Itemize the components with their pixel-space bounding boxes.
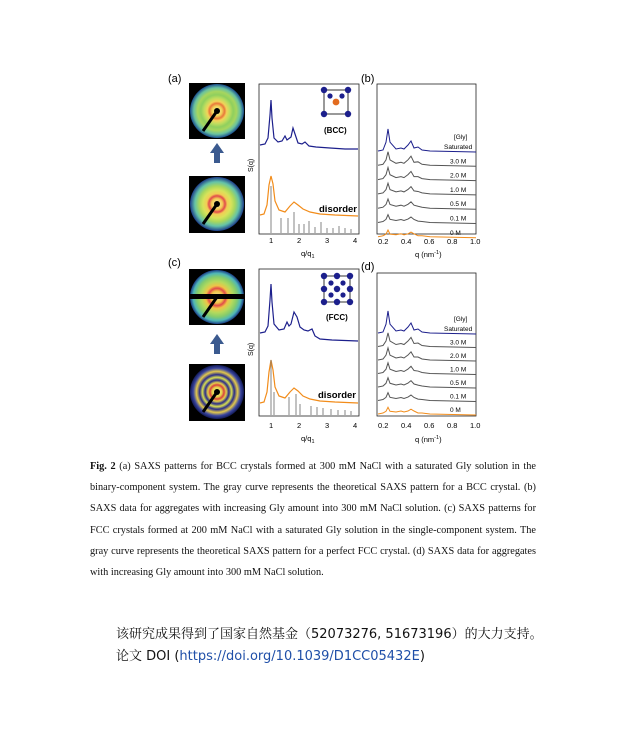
fcc-theory-sticks <box>271 360 351 415</box>
up-arrow-icon <box>210 143 224 163</box>
qq1-axis-label-top: $q/q_1$ <box>301 249 315 260</box>
disorder-label-bottom: disorder <box>318 390 357 401</box>
bcc-curve <box>260 100 358 149</box>
tick-label: 0.8 <box>447 237 458 246</box>
saxs-image-disorder-top <box>189 176 245 233</box>
gly-level-label: 0 M <box>450 407 461 414</box>
saxs-image-fcc <box>189 269 245 325</box>
tick-label: 0.8 <box>447 421 458 430</box>
qq1-axis-label-bottom: $q/q_1$ <box>301 434 315 445</box>
gly-header: [Gly] <box>454 134 468 141</box>
tick-label: 1 <box>269 421 274 430</box>
tick-label: 0.4 <box>401 421 412 430</box>
tick-label: 0.2 <box>378 237 389 246</box>
panel-label-b: (b) <box>361 73 375 85</box>
tick-label: 4 <box>353 421 358 430</box>
panel-label-c: (c) <box>168 257 181 269</box>
gly-level-label: 1.0 M <box>450 186 467 194</box>
gly-level-label: 1.0 M <box>450 366 467 374</box>
gly-level-label: 2.0 M <box>450 172 467 180</box>
sq-axis-label-bottom: S(q) <box>248 342 255 356</box>
plot-a <box>248 84 359 260</box>
tick-label: 0.6 <box>424 421 435 430</box>
tick-label: 1.0 <box>470 421 481 430</box>
gly-stack-d <box>378 311 476 415</box>
gly-stack-b <box>378 129 476 238</box>
q-axis-label-top: q $(nm^{-1})$ <box>415 250 442 259</box>
gly-level-label: 0.1 M <box>450 393 467 401</box>
figure-caption <box>90 456 536 583</box>
gly-level-label: Saturated <box>444 144 473 151</box>
doi-suffix: ) <box>419 649 425 664</box>
panel-label-a: (a) <box>168 73 182 85</box>
tick-label: 0.4 <box>401 237 412 246</box>
gly-level-label: 2.0 M <box>450 353 467 360</box>
gly-level-label: 0.1 M <box>450 215 467 223</box>
funding-text: 该研究成果得到了国家自然基金（52073276, 51673196）的大力支持。 <box>116 627 543 642</box>
funding-note <box>116 624 576 668</box>
tick-label: 0.6 <box>424 237 435 246</box>
tick-label: 2 <box>297 421 302 430</box>
plot-b <box>377 84 480 259</box>
tick-label: 3 <box>325 236 330 245</box>
left-ticks-bottom <box>269 421 357 430</box>
doi-link[interactable]: https://doi.org/10.1039/D1CC05432E <box>179 649 420 664</box>
gly-level-label: Saturated <box>444 326 473 333</box>
disorder-label-top: disorder <box>319 204 358 215</box>
left-ticks-top <box>269 236 357 245</box>
doi-line <box>116 646 576 668</box>
gly-level-label: 3.0 M <box>450 158 467 166</box>
tick-label: 1.0 <box>470 237 481 246</box>
bcc-label: (BCC) <box>324 126 347 135</box>
panel-label-d: (d) <box>361 261 375 273</box>
up-arrow-icon <box>210 334 224 354</box>
gly-level-label: 0.5 M <box>450 380 467 387</box>
figure-label: Fig. 2 <box>90 461 116 472</box>
tick-label: 1 <box>269 236 274 245</box>
q-axis-label-bottom: q $(nm^{-1})$ <box>415 435 442 444</box>
saxs-image-disorder-bottom <box>189 364 245 421</box>
tick-label: 0.2 <box>378 421 389 430</box>
bcc-lattice-icon <box>321 87 351 117</box>
gly-curve <box>378 407 476 415</box>
plot-d <box>377 273 480 444</box>
plot-c <box>248 269 359 445</box>
tick-label: 2 <box>297 236 302 245</box>
doi-prefix: 论文 DOI ( <box>116 649 180 664</box>
sq-axis-label-top: S(q) <box>248 158 255 172</box>
gly-level-label: 0.5 M <box>450 201 467 209</box>
saxs-image-bcc <box>189 83 245 139</box>
fcc-label: (FCC) <box>326 313 348 322</box>
gly-header: [Gly] <box>454 316 468 323</box>
fcc-lattice-icon <box>321 273 353 305</box>
gly-level-label: 3.0 M <box>450 339 467 347</box>
tick-label: 3 <box>325 421 330 430</box>
tick-label: 4 <box>353 236 358 245</box>
gly-level-label: 0 M <box>450 229 461 237</box>
caption-text: (a) SAXS patterns for BCC crystals formed at 300 mM NaCl with a saturated Gly solution in the binary-component system. The gray curve represents the theoretical SAXS pattern for a BCC crystal. (b) SAXS data for aggregates with increasing Gly amount into 300 mM NaCl solution. (c) SAXS patterns for FCC crystals formed at 200 mM NaCl with a saturated Gly solution in the single-component system. The gray curve represents the theoretical SAXS pattern for a perfect FCC crystal. (d) SAXS data for aggregates with increasing Gly amount into 300 mM NaCl solution. <box>90 461 536 579</box>
